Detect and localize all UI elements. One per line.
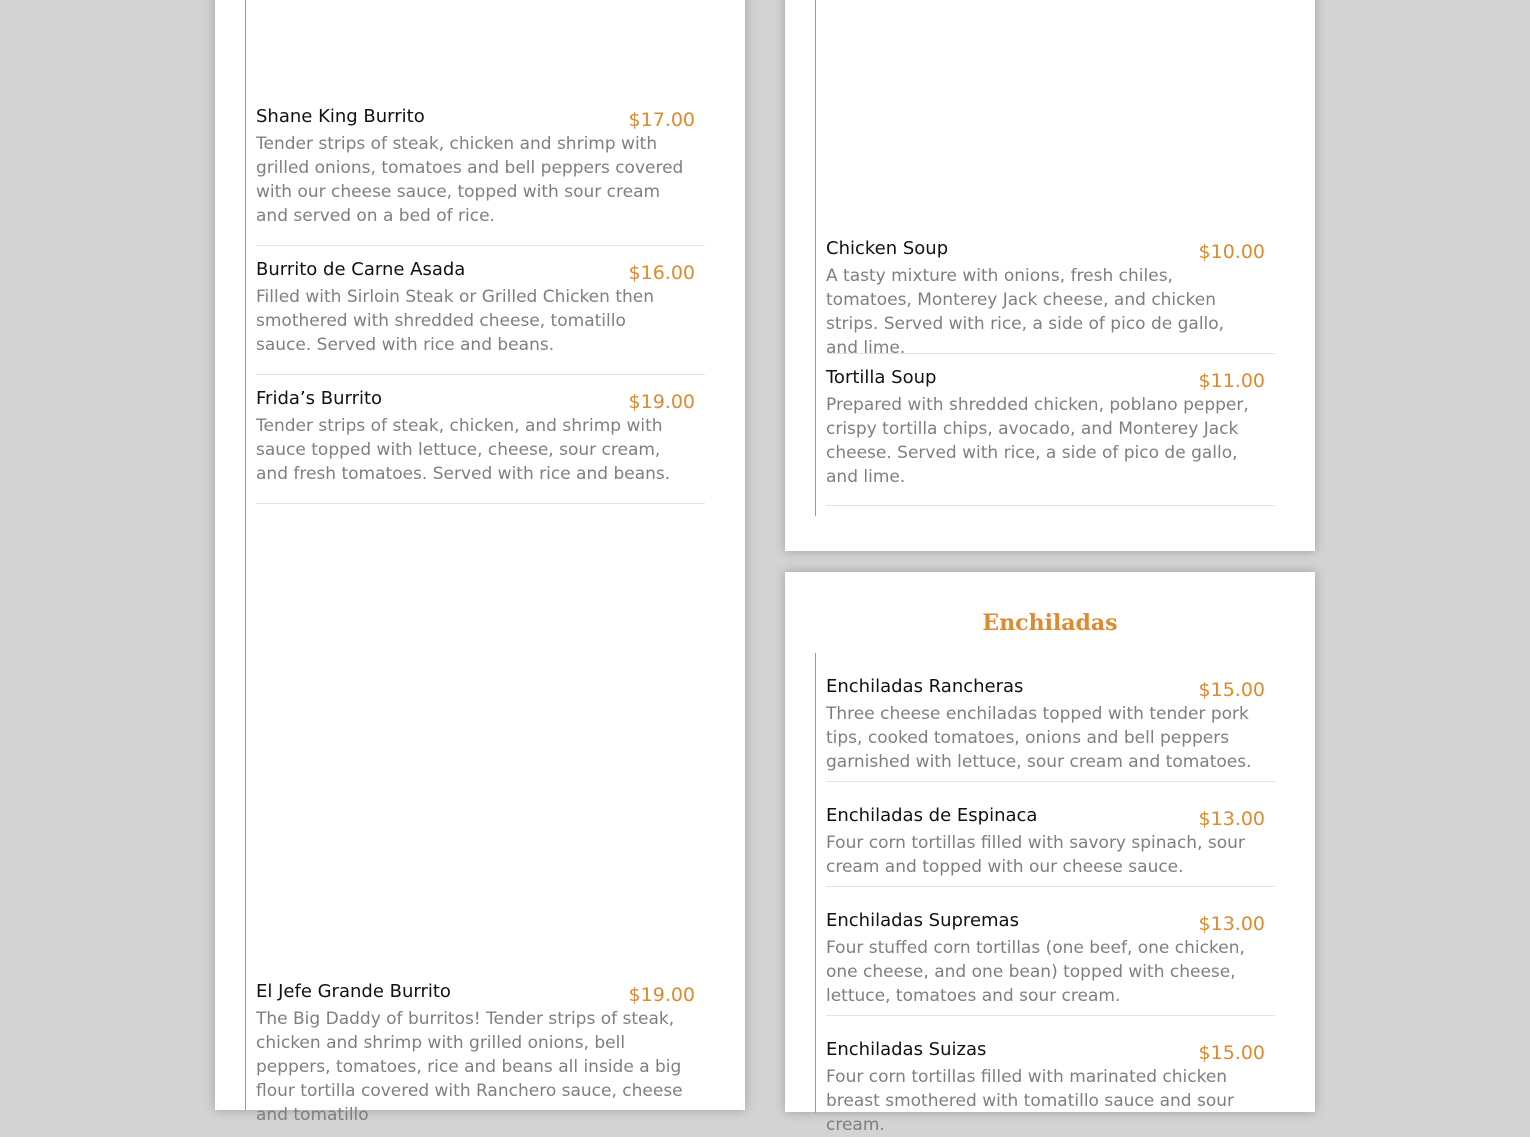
menu-item-enchiladas-rancheras[interactable] xyxy=(826,676,1275,782)
section-accent-line xyxy=(815,0,816,516)
menu-item-name: El Jefe Grande Burrito xyxy=(256,981,451,1002)
burritos-menu-card xyxy=(215,0,745,1125)
menu-item-price: $16.00 xyxy=(628,262,695,284)
menu-item-description: Four corn tortillas filled with savory spinach, sour cream and topped with our cheese sauce. xyxy=(826,833,1245,877)
menu-item-name: Enchiladas Suizas xyxy=(826,1039,987,1060)
menu-item-name: Enchiladas Supremas xyxy=(826,910,1019,931)
menu-item-name: Enchiladas de Espinaca xyxy=(826,805,1038,826)
menu-item-price: $15.00 xyxy=(1198,679,1265,701)
menu-item-price: $13.00 xyxy=(1198,913,1265,935)
menu-item-price: $15.00 xyxy=(1198,1042,1265,1064)
enchiladas-menu-card xyxy=(785,572,1315,1135)
menu-item-fridas-burrito[interactable] xyxy=(256,388,705,504)
menu-item-name: Chicken Soup xyxy=(826,238,949,259)
menu-item-name: Frida’s Burrito xyxy=(256,388,383,409)
menu-item-description: Prepared with shredded chicken, poblano pepper, crispy tortilla chips, avocado, and Monterey Jack cheese. Served with rice, a side of pico de gallo, and lime. xyxy=(826,395,1249,487)
menu-item-description: Three cheese enchiladas topped with tender pork tips, cooked tomatoes, onions and bell peppers garnished with lettuce, sour cream and tomatoes. xyxy=(826,704,1252,772)
menu-item-name: Enchiladas Rancheras xyxy=(826,676,1024,697)
menu-item-description: Tender strips of steak, chicken and shrimp with grilled onions, tomatoes and bell peppers covered with our cheese sauce, topped with sour cream and served on a bed of rice. xyxy=(256,134,684,226)
menu-item-name: Tortilla Soup xyxy=(826,367,937,388)
menu-item-chicken-soup[interactable] xyxy=(826,238,1275,358)
section-accent-line xyxy=(245,0,246,1110)
menu-item-enchiladas-de-espinaca[interactable] xyxy=(826,805,1275,887)
menu-item-name: Shane King Burrito xyxy=(256,106,425,127)
menu-item-burrito-carne-asada[interactable] xyxy=(256,259,705,375)
menu-item-name: Burrito de Carne Asada xyxy=(256,259,466,280)
menu-item-description: The Big Daddy of burritos! Tender strips of steak, chicken and shrimp with grilled onions, bell peppers, tomatoes, rice and beans all inside a big flour tortilla covered with Ranchero sauce, cheese and tomatillo xyxy=(256,1009,683,1125)
menu-item-price: $10.00 xyxy=(1198,241,1265,263)
section-accent-line xyxy=(815,653,816,1113)
menu-item-price: $13.00 xyxy=(1198,808,1265,830)
menu-item-el-jefe-grande-burrito[interactable] xyxy=(256,981,705,1125)
menu-item-description: Four stuffed corn tortillas (one beef, one chicken, one cheese, and one bean) topped with cheese, lettuce, tomatoes and sour cream. xyxy=(826,938,1245,1006)
menu-item-description: Tender strips of steak, chicken, and shrimp with sauce topped with lettuce, cheese, sour cream, and fresh tomatoes. Served with rice and beans. xyxy=(256,416,671,484)
menu-item-enchiladas-suizas[interactable] xyxy=(826,1039,1275,1135)
menu-item-price: $19.00 xyxy=(628,391,695,413)
soups-menu-card xyxy=(785,0,1315,551)
menu-item-description: A tasty mixture with onions, fresh chiles, tomatoes, Monterey Jack cheese, and chicken strips. Served with rice, a side of pico de gallo, and lime. xyxy=(826,266,1225,358)
section-title: Enchiladas xyxy=(982,610,1118,636)
menu-item-tortilla-soup[interactable] xyxy=(826,367,1275,506)
menu-item-price: $11.00 xyxy=(1198,370,1265,392)
menu-item-price: $19.00 xyxy=(628,984,695,1006)
menu-item-enchiladas-supremas[interactable] xyxy=(826,910,1275,1016)
menu-item-shane-king-burrito[interactable] xyxy=(256,106,705,246)
menu-item-description: Filled with Sirloin Steak or Grilled Chicken then smothered with shredded cheese, tomatillo sauce. Served with rice and beans. xyxy=(256,287,654,355)
menu-item-price: $17.00 xyxy=(628,109,695,131)
menu-item-description: Four corn tortillas filled with marinated chicken breast smothered with tomatillo sauce and sour cream. xyxy=(826,1067,1235,1135)
